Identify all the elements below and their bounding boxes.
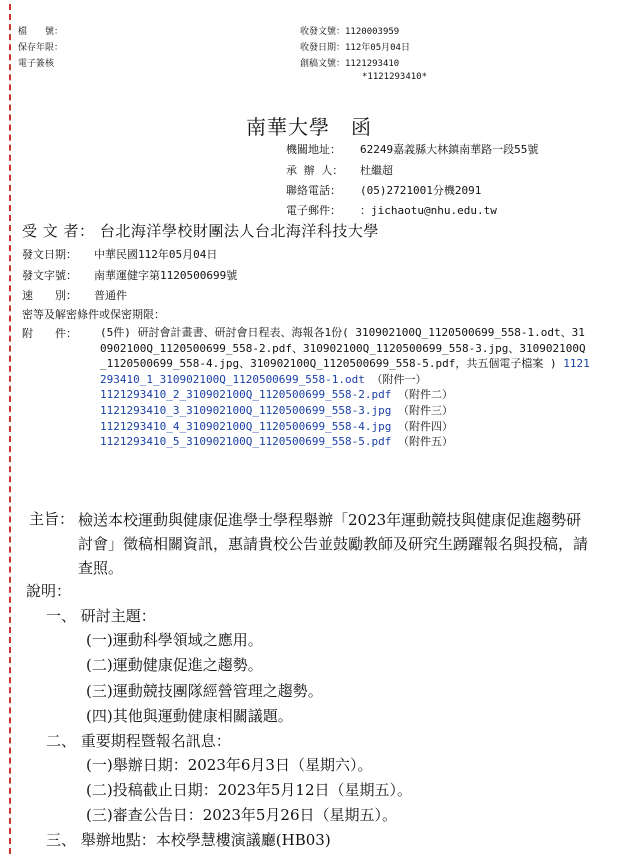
archive-number: 檔 號： xyxy=(18,27,64,37)
draft-number: 創稿文號：1121293410 xyxy=(300,59,400,69)
retention-period: 保存年限： xyxy=(18,43,64,53)
section-item: (一)舉辦日期：2023年6月3日（星期六）。 xyxy=(86,756,373,774)
recipient: 受 文 者： 台北海洋學校財團法人台北海洋科技大學 xyxy=(22,222,379,240)
attachments-label: 附 件： xyxy=(22,327,77,340)
attachment-link[interactable]: 1121293410_3_310902100Q_1120500699_558-3.jpg xyxy=(100,403,392,417)
section-item: (三)運動競技團隊經營管理之趨勢。 xyxy=(86,682,323,700)
section-item: (二)投稿截止日期：2023年5月12日（星期五）。 xyxy=(86,781,413,799)
section-item: (一)運動科學領域之應用。 xyxy=(86,631,263,649)
confidentiality: 密等及解密條件或保密期限： xyxy=(22,308,165,321)
draft-barcode-text: *1121293410* xyxy=(362,72,428,82)
attachment-note: （附件五） xyxy=(398,435,454,449)
section-item: (四)其他與運動健康相關議題。 xyxy=(86,707,293,725)
attachments xyxy=(100,325,590,450)
attachments-intro: (5件) 研討會計畫書、研討會日程表、海報各1份( 310902100Q_1120500699_558-1.odt、310902100Q_1120500699_558-2.pdf、310902100Q_1120500699_558-3.jpg、310902100Q_1120500699_558-4.jpg、310902100Q_1120500699_558-5.pdf，共五個電子檔案 ) xyxy=(100,326,586,371)
urgency: 速 別： 普通件 xyxy=(22,289,127,302)
attachment-link[interactable]: 1121293410_4_310902100Q_1120500699_558-4.jpg xyxy=(100,419,392,433)
attachment-link[interactable]: 1121293410_1_310902100Q_1120500699_558-1.odt xyxy=(100,357,590,386)
issue-number: 發文字號： 南華運健字第1120500699號 xyxy=(22,269,238,282)
subject-label: 主旨： xyxy=(29,510,75,528)
section-heading: 三、 舉辦地點：本校學慧樓演議廳(HB03) xyxy=(46,831,331,849)
section-item: (三)審查公告日：2023年5月26日（星期五）。 xyxy=(86,806,398,824)
sender-phone: 聯絡電話： (05)2721001分機2091 xyxy=(286,184,482,197)
explanation-label: 說明： xyxy=(26,582,72,600)
receipt-number: 收發文號：1120003959 xyxy=(300,27,400,37)
attachment-note: （附件四） xyxy=(398,419,454,433)
issue-date: 發文日期： 中華民國112年05月04日 xyxy=(22,248,218,261)
attachment-note: （附件一） xyxy=(371,372,427,386)
section-item: (二)運動健康促進之趨勢。 xyxy=(86,656,263,674)
attachment-note: （附件二） xyxy=(398,388,454,402)
section-heading: 一、 研討主題： xyxy=(46,607,156,625)
attachment-link[interactable]: 1121293410_2_310902100Q_1120500699_558-2.pdf xyxy=(100,388,392,402)
margin-binding-line xyxy=(9,4,11,854)
sender-contact-person: 承 辦 人： 杜繼超 xyxy=(286,164,393,177)
e-signature: 電子簽核 xyxy=(18,59,55,69)
section-heading: 二、 重要期程暨報名訊息： xyxy=(46,732,231,750)
document-title: 南華大學 函 xyxy=(246,115,372,139)
attachment-link[interactable]: 1121293410_5_310902100Q_1120500699_558-5.pdf xyxy=(100,435,392,449)
receipt-date: 收發日期：112年05月04日 xyxy=(300,43,410,53)
subject-text: 檢送本校運動與健康促進學士學程舉辦「2023年運動競技與健康促進趨勢研討會」徵稿相關資訊，惠請貴校公告並鼓勵教師及研究生踴躍報名與投稿，請查照。 xyxy=(78,511,589,577)
sender-email: 電子郵件： ：jichaotu@nhu.edu.tw xyxy=(286,204,497,217)
sender-address: 機關地址： 62249嘉義縣大林鎮南華路一段55號 xyxy=(286,143,539,156)
attachment-note: （附件三） xyxy=(398,403,454,417)
